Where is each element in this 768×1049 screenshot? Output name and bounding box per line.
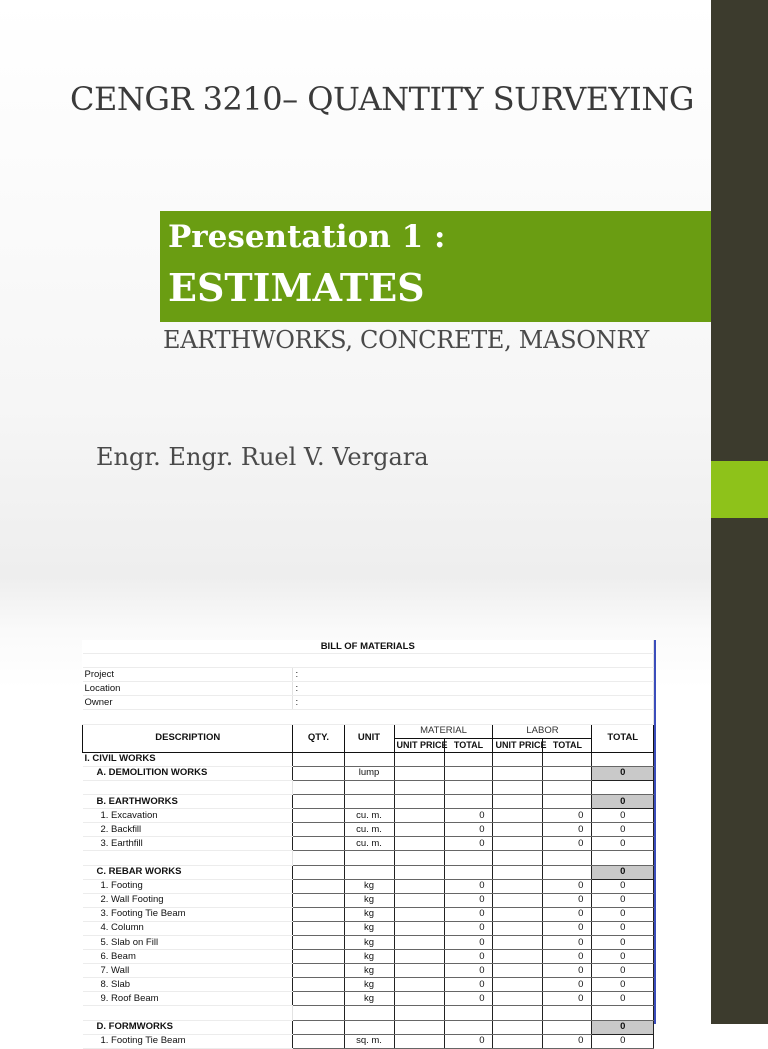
table-row bbox=[83, 950, 654, 964]
row-labor-unit-price bbox=[493, 964, 543, 978]
table-row bbox=[83, 795, 654, 809]
info-colon: : bbox=[293, 682, 654, 696]
row-labor-total: 0 bbox=[543, 978, 592, 992]
row-labor-total bbox=[543, 795, 592, 809]
row-total: 0 bbox=[592, 921, 654, 935]
row-total: 0 bbox=[592, 964, 654, 978]
row-description: 3. Footing Tie Beam bbox=[83, 907, 293, 921]
presentation-title: ESTIMATES bbox=[168, 265, 425, 310]
row-total: 0 bbox=[592, 809, 654, 823]
header-labor-unit-price: UNIT PRICE bbox=[493, 738, 543, 752]
sidebar-accent-block bbox=[711, 461, 768, 518]
row-material-unit-price bbox=[394, 780, 444, 794]
row-description: 4. Column bbox=[83, 921, 293, 935]
row-material-unit-price bbox=[394, 1020, 444, 1034]
row-material-total: 0 bbox=[444, 992, 493, 1006]
row-labor-unit-price bbox=[493, 823, 543, 837]
row-qty bbox=[293, 1034, 344, 1048]
row-description: B. EARTHWORKS bbox=[83, 795, 293, 809]
row-labor-total bbox=[543, 766, 592, 780]
row-description: 6. Beam bbox=[83, 950, 293, 964]
info-row-location bbox=[83, 682, 654, 696]
row-qty bbox=[293, 935, 344, 949]
row-description: 9. Roof Beam bbox=[83, 992, 293, 1006]
row-description: 2. Backfill bbox=[83, 823, 293, 837]
row-material-unit-price bbox=[394, 921, 444, 935]
row-labor-unit-price bbox=[493, 865, 543, 879]
row-labor-total: 0 bbox=[543, 921, 592, 935]
info-row-project bbox=[83, 668, 654, 682]
row-total bbox=[592, 851, 654, 865]
row-unit: kg bbox=[344, 992, 394, 1006]
row-qty bbox=[293, 893, 344, 907]
row-unit: kg bbox=[344, 879, 394, 893]
row-qty bbox=[293, 992, 344, 1006]
row-unit bbox=[344, 780, 394, 794]
row-total: 0 bbox=[592, 766, 654, 780]
row-material-total bbox=[444, 766, 493, 780]
row-unit: kg bbox=[344, 921, 394, 935]
row-material-total: 0 bbox=[444, 1034, 493, 1048]
row-description bbox=[83, 1006, 293, 1020]
row-qty bbox=[293, 964, 344, 978]
row-qty bbox=[293, 851, 344, 865]
row-material-total bbox=[444, 780, 493, 794]
row-labor-unit-price bbox=[493, 837, 543, 851]
row-description: 3. Earthfill bbox=[83, 837, 293, 851]
row-description bbox=[83, 780, 293, 794]
bill-of-materials-sheet bbox=[82, 640, 656, 1047]
row-labor-unit-price bbox=[493, 752, 543, 766]
row-description: 1. Footing bbox=[83, 879, 293, 893]
table-row bbox=[83, 907, 654, 921]
row-qty bbox=[293, 1006, 344, 1020]
table-row bbox=[83, 851, 654, 865]
header-material: MATERIAL bbox=[394, 724, 493, 738]
row-material-unit-price bbox=[394, 795, 444, 809]
row-material-unit-price bbox=[394, 752, 444, 766]
row-total bbox=[592, 1006, 654, 1020]
row-total: 0 bbox=[592, 1020, 654, 1034]
row-description: C. REBAR WORKS bbox=[83, 865, 293, 879]
row-qty bbox=[293, 1020, 344, 1034]
subtitle: EARTHWORKS, CONCRETE, MASONRY bbox=[163, 326, 649, 354]
row-labor-unit-price bbox=[493, 1006, 543, 1020]
table-row bbox=[83, 1034, 654, 1048]
spacer-row bbox=[83, 710, 654, 724]
row-labor-unit-price bbox=[493, 879, 543, 893]
table-row bbox=[83, 837, 654, 851]
row-material-unit-price bbox=[394, 865, 444, 879]
row-total: 0 bbox=[592, 992, 654, 1006]
row-unit: cu. m. bbox=[344, 837, 394, 851]
row-labor-total bbox=[543, 851, 592, 865]
row-qty bbox=[293, 766, 344, 780]
row-material-unit-price bbox=[394, 823, 444, 837]
row-material-total: 0 bbox=[444, 935, 493, 949]
row-qty bbox=[293, 823, 344, 837]
row-labor-unit-price bbox=[493, 950, 543, 964]
row-unit: kg bbox=[344, 950, 394, 964]
row-material-total: 0 bbox=[444, 893, 493, 907]
row-labor-total bbox=[543, 1020, 592, 1034]
row-labor-unit-price bbox=[493, 766, 543, 780]
bill-of-materials-table bbox=[82, 640, 654, 1049]
row-unit: cu. m. bbox=[344, 823, 394, 837]
table-row bbox=[83, 935, 654, 949]
row-labor-unit-price bbox=[493, 921, 543, 935]
row-labor-unit-price bbox=[493, 893, 543, 907]
row-material-unit-price bbox=[394, 766, 444, 780]
row-labor-unit-price bbox=[493, 992, 543, 1006]
table-row bbox=[83, 780, 654, 794]
info-label: Location bbox=[83, 682, 293, 696]
row-labor-total: 0 bbox=[543, 964, 592, 978]
row-description: 8. Slab bbox=[83, 978, 293, 992]
row-labor-total: 0 bbox=[543, 879, 592, 893]
row-unit: sq. m. bbox=[344, 1034, 394, 1048]
row-labor-total: 0 bbox=[543, 950, 592, 964]
row-qty bbox=[293, 780, 344, 794]
row-unit bbox=[344, 752, 394, 766]
row-description: 5. Slab on Fill bbox=[83, 935, 293, 949]
header-unit: UNIT bbox=[344, 724, 394, 752]
table-row bbox=[83, 879, 654, 893]
row-unit: kg bbox=[344, 907, 394, 921]
header-row-top bbox=[83, 724, 654, 738]
row-material-total: 0 bbox=[444, 823, 493, 837]
row-material-total: 0 bbox=[444, 950, 493, 964]
row-material-total: 0 bbox=[444, 921, 493, 935]
table-row bbox=[83, 809, 654, 823]
row-unit bbox=[344, 865, 394, 879]
row-total: 0 bbox=[592, 978, 654, 992]
row-material-unit-price bbox=[394, 978, 444, 992]
row-labor-total: 0 bbox=[543, 907, 592, 921]
row-qty bbox=[293, 978, 344, 992]
table-row bbox=[83, 978, 654, 992]
row-labor-total bbox=[543, 780, 592, 794]
row-labor-unit-price bbox=[493, 780, 543, 794]
sheet-edge-line bbox=[654, 640, 656, 1024]
row-qty bbox=[293, 752, 344, 766]
row-description: 1. Footing Tie Beam bbox=[83, 1034, 293, 1048]
table-row bbox=[83, 992, 654, 1006]
row-material-unit-price bbox=[394, 851, 444, 865]
header-material-unit-price: UNIT PRICE bbox=[394, 738, 444, 752]
row-qty bbox=[293, 879, 344, 893]
row-labor-total bbox=[543, 865, 592, 879]
row-material-total: 0 bbox=[444, 964, 493, 978]
row-material-unit-price bbox=[394, 893, 444, 907]
row-labor-unit-price bbox=[493, 1034, 543, 1048]
row-labor-total: 0 bbox=[543, 992, 592, 1006]
row-qty bbox=[293, 907, 344, 921]
row-total: 0 bbox=[592, 893, 654, 907]
row-unit bbox=[344, 1020, 394, 1034]
spacer-row bbox=[83, 654, 654, 668]
row-material-unit-price bbox=[394, 935, 444, 949]
info-row-owner bbox=[83, 696, 654, 710]
row-material-unit-price bbox=[394, 837, 444, 851]
row-material-total: 0 bbox=[444, 978, 493, 992]
row-unit bbox=[344, 851, 394, 865]
row-material-unit-price bbox=[394, 879, 444, 893]
row-unit: lump bbox=[344, 766, 394, 780]
row-description bbox=[83, 851, 293, 865]
row-material-total: 0 bbox=[444, 879, 493, 893]
row-total: 0 bbox=[592, 907, 654, 921]
row-total bbox=[592, 780, 654, 794]
row-total bbox=[592, 752, 654, 766]
row-unit: kg bbox=[344, 893, 394, 907]
row-description: 1. Excavation bbox=[83, 809, 293, 823]
header-material-total: TOTAL bbox=[444, 738, 493, 752]
bom-title: BILL OF MATERIALS bbox=[83, 640, 654, 654]
course-title: CENGR 3210– QUANTITY SURVEYING bbox=[70, 80, 694, 118]
row-material-total: 0 bbox=[444, 809, 493, 823]
row-material-unit-price bbox=[394, 992, 444, 1006]
row-material-total bbox=[444, 1020, 493, 1034]
row-labor-total: 0 bbox=[543, 893, 592, 907]
row-material-unit-price bbox=[394, 950, 444, 964]
row-labor-total: 0 bbox=[543, 1034, 592, 1048]
row-qty bbox=[293, 950, 344, 964]
row-labor-unit-price bbox=[493, 978, 543, 992]
row-unit bbox=[344, 1006, 394, 1020]
header-labor: LABOR bbox=[493, 724, 592, 738]
row-qty bbox=[293, 795, 344, 809]
row-unit: kg bbox=[344, 978, 394, 992]
row-material-unit-price bbox=[394, 907, 444, 921]
table-row bbox=[83, 865, 654, 879]
info-colon: : bbox=[293, 668, 654, 682]
author-name: Engr. Engr. Ruel V. Vergara bbox=[96, 443, 429, 471]
row-material-unit-price bbox=[394, 1006, 444, 1020]
row-labor-total: 0 bbox=[543, 837, 592, 851]
row-labor-unit-price bbox=[493, 809, 543, 823]
row-labor-unit-price bbox=[493, 907, 543, 921]
row-description: 2. Wall Footing bbox=[83, 893, 293, 907]
row-labor-total bbox=[543, 752, 592, 766]
row-material-total: 0 bbox=[444, 907, 493, 921]
table-row bbox=[83, 1006, 654, 1020]
row-total: 0 bbox=[592, 795, 654, 809]
row-material-total bbox=[444, 752, 493, 766]
info-label: Owner bbox=[83, 696, 293, 710]
header-total: TOTAL bbox=[592, 724, 654, 752]
table-row bbox=[83, 823, 654, 837]
row-description: D. FORMWORKS bbox=[83, 1020, 293, 1034]
table-row bbox=[83, 921, 654, 935]
row-total: 0 bbox=[592, 865, 654, 879]
bom-title-row bbox=[83, 640, 654, 654]
header-labor-total: TOTAL bbox=[543, 738, 592, 752]
header-qty: QTY. bbox=[293, 724, 344, 752]
row-total: 0 bbox=[592, 837, 654, 851]
row-unit bbox=[344, 795, 394, 809]
row-material-unit-price bbox=[394, 964, 444, 978]
row-total: 0 bbox=[592, 950, 654, 964]
table-row bbox=[83, 964, 654, 978]
info-label: Project bbox=[83, 668, 293, 682]
row-description: I. CIVIL WORKS bbox=[83, 752, 293, 766]
row-total: 0 bbox=[592, 879, 654, 893]
row-material-total bbox=[444, 851, 493, 865]
row-total: 0 bbox=[592, 1034, 654, 1048]
row-labor-unit-price bbox=[493, 935, 543, 949]
row-material-total bbox=[444, 795, 493, 809]
table-row bbox=[83, 893, 654, 907]
row-material-total bbox=[444, 865, 493, 879]
row-total: 0 bbox=[592, 823, 654, 837]
row-labor-total: 0 bbox=[543, 935, 592, 949]
row-unit: cu. m. bbox=[344, 809, 394, 823]
info-colon: : bbox=[293, 696, 654, 710]
row-description: 7. Wall bbox=[83, 964, 293, 978]
presentation-label: Presentation 1 : bbox=[168, 219, 446, 255]
row-description: A. DEMOLITION WORKS bbox=[83, 766, 293, 780]
title-box bbox=[160, 211, 727, 322]
row-labor-total: 0 bbox=[543, 823, 592, 837]
row-material-unit-price bbox=[394, 1034, 444, 1048]
row-qty bbox=[293, 837, 344, 851]
row-unit: kg bbox=[344, 964, 394, 978]
row-material-total bbox=[444, 1006, 493, 1020]
row-total: 0 bbox=[592, 935, 654, 949]
row-labor-total bbox=[543, 1006, 592, 1020]
row-material-unit-price bbox=[394, 809, 444, 823]
row-labor-unit-price bbox=[493, 851, 543, 865]
row-labor-unit-price bbox=[493, 795, 543, 809]
row-labor-unit-price bbox=[493, 1020, 543, 1034]
row-qty bbox=[293, 809, 344, 823]
table-row bbox=[83, 1020, 654, 1034]
row-unit: kg bbox=[344, 935, 394, 949]
table-row bbox=[83, 752, 654, 766]
table-row bbox=[83, 766, 654, 780]
row-qty bbox=[293, 865, 344, 879]
header-description: DESCRIPTION bbox=[83, 724, 293, 752]
row-labor-total: 0 bbox=[543, 809, 592, 823]
row-qty bbox=[293, 921, 344, 935]
row-material-total: 0 bbox=[444, 837, 493, 851]
